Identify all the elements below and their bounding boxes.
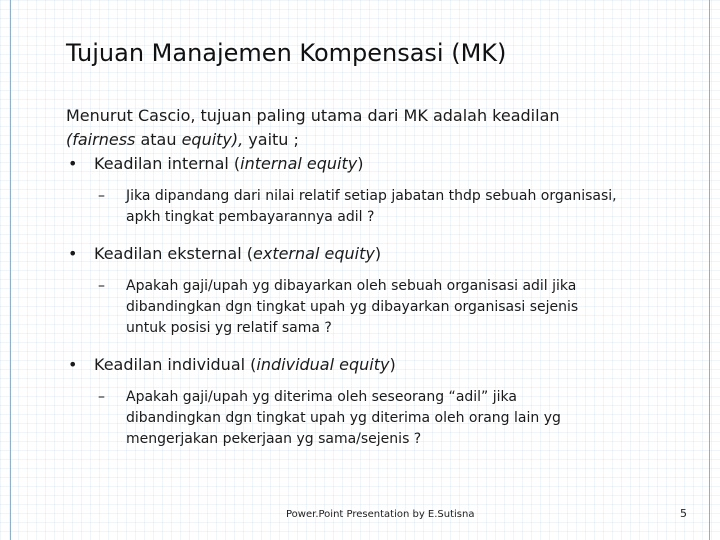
intro-line-1: Menurut Cascio, tujuan paling utama dari MK adalah keadilan [66,106,560,125]
bullet-label: Keadilan individual ( [94,355,257,374]
dash-symbol: – [98,278,105,294]
sub-point-internal [98,186,706,228]
bullet-symbol: • [68,154,78,173]
sub-line: apkh tingkat pembayarannya adil ? [126,209,375,225]
bullet-close: ) [357,154,364,173]
left-border [10,0,11,540]
dash-symbol: – [98,188,105,204]
right-border [709,0,710,540]
intro-line-2-end: yaitu ; [243,130,299,149]
sub-line: Apakah gaji/upah yg dibayarkan oleh sebuah organisasi adil jika [126,278,577,294]
sub-line: untuk posisi yg relatif sama ? [126,320,332,336]
sub-line: dibandingkan dgn tingkat upah yg diterima oleh orang lain yg [126,410,561,426]
footer-text: Power.Point Presentation by E.Sutisna [286,509,475,520]
sub-line: Jika dipandang dari nilai relatif setiap jabatan thdp sebuah organisasi, [126,188,617,204]
sub-point-individual [98,387,706,450]
bullet-italic-term: individual equity [256,355,390,374]
sub-point-external [98,276,706,339]
sub-line: mengerjakan pekerjaan yg sama/sejenis ? [126,431,422,447]
bullet-label: Keadilan internal ( [94,154,241,173]
bullet-symbol: • [68,355,78,374]
slide-title: Tujuan Manajemen Kompensasi (MK) [66,39,507,67]
bullet-symbol: • [68,244,78,263]
bullet-close: ) [374,244,382,263]
bullet-close: ) [389,355,396,374]
slide-content [66,104,706,450]
bullet-external-equity [66,242,706,266]
page-number: 5 [680,507,687,520]
bullet-italic-term: internal equity [240,154,358,173]
bullet-italic-term: external equity [253,244,375,263]
bullet-internal-equity [66,152,706,176]
bullet-label: Keadilan eksternal ( [94,244,253,263]
intro-italic-fairness: (fairness [66,130,136,149]
intro-italic-equity: equity), [181,130,244,149]
sub-line: dibandingkan dgn tingkat upah yg dibayarkan organisasi sejenis [126,299,579,315]
dash-symbol: – [98,389,105,405]
bullet-individual-equity [66,353,706,377]
intro-connector: atau [135,130,182,149]
intro-paragraph [66,104,706,152]
sub-line: Apakah gaji/upah yg diterima oleh seseorang “adil” jika [126,389,517,405]
